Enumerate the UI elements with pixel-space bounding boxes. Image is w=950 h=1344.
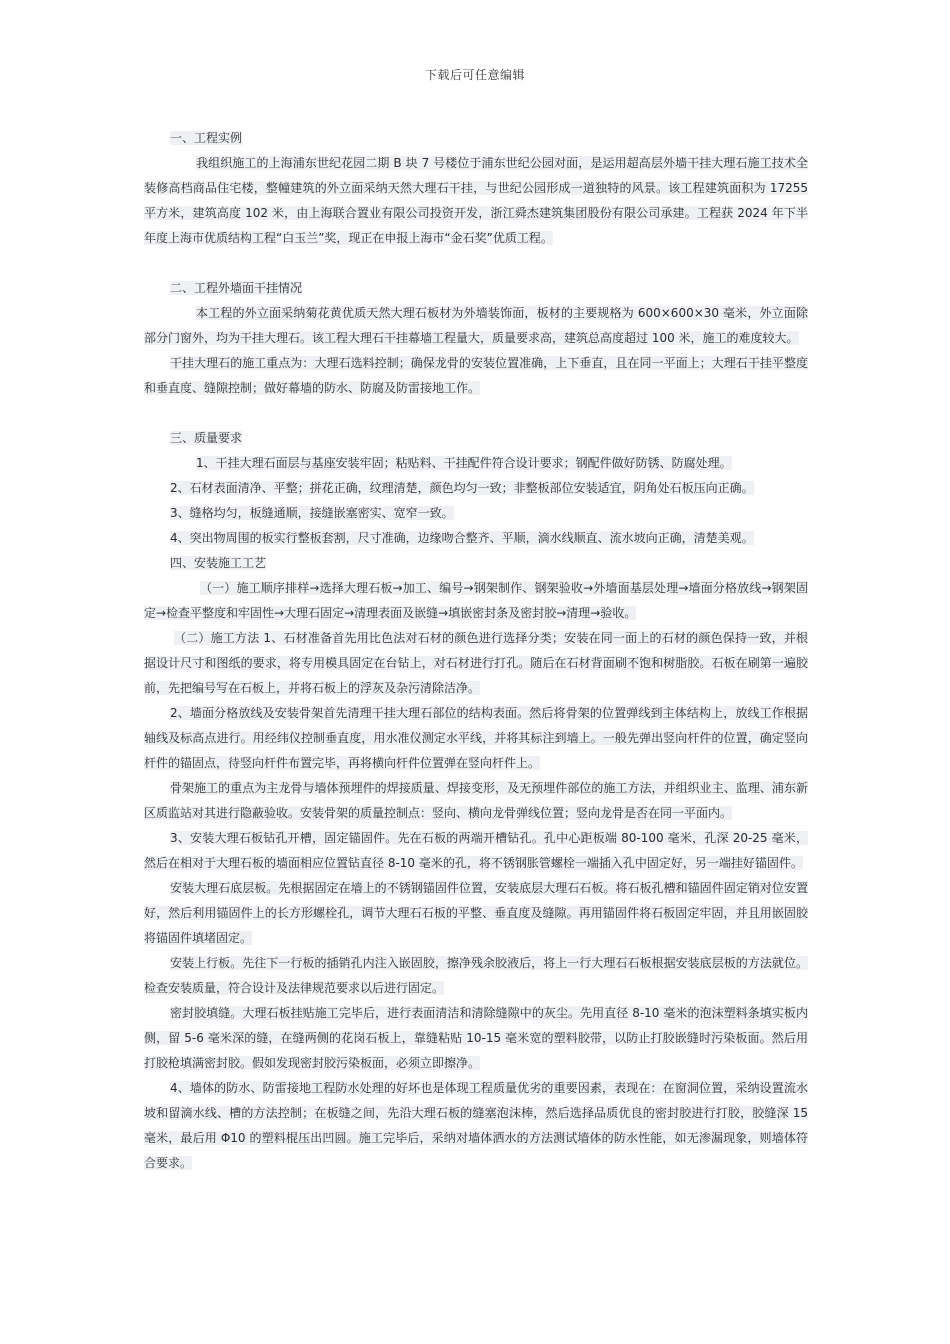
paragraph-construction-sequence: （一）施工顺序排样→选择大理石板→加工、编号→钢架制作、钢架验收→外墙面基层处理→墙面分格放线→钢架固定→检查平整度和牢固性→大理石固定→清理表面及嵌缝→填嵌密封条及密封胶→清理→验收。 <box>144 581 808 620</box>
quality-item-3: 3、缝格均匀，板缝通顺，接缝嵌塞密实、宽窄一致。 <box>170 506 454 520</box>
paragraph-construction-method-2: 2、墙面分格放线及安装骨架首先清理干挂大理石部位的结构表面。然后将骨架的位置弹线到主体结构上，放线工作根据轴线及标高点进行。用经纬仪控制垂直度，用水准仪测定水平线，并将其标注到墙上。一般先弹出竖向杆件的位置，确定竖向杆件的锚固点，待竖向杆件布置完毕，再将横向杆件位置弹在竖向杆件上。 <box>144 706 808 770</box>
paragraph-construction-focus: 干挂大理石的施工重点为：大理石选料控制；确保龙骨的安装位置准确，上下垂直，且在同一平面上；大理石干挂平整度和垂直度、缝隙控制；做好幕墙的防水、防腐及防雷接地工作。 <box>144 356 808 395</box>
quality-item-1: 1、干挂大理石面层与基座安装牢固；粘贴料、干挂配件符合设计要求；钢配件做好防锈、防腐处理。 <box>196 456 732 470</box>
quality-item-4: 4、突出物周围的板实行整板套割，尺寸准确，边缘吻合整齐、平顺，滴水线顺直、流水坡向正确，清楚美观。 <box>170 531 754 545</box>
page-header: 下载后可任意编辑 <box>424 68 525 82</box>
paragraph-construction-method-3: 3、安装大理石板钻孔开槽，固定锚固件。先在石板的两端开槽钻孔。孔中心距板端 80-100 毫米，孔深 20-25 毫米，然后在相对于大理石板的墙面相应位置钻直径 8-10 毫米的孔，将不锈钢胀管螺栓一端插入孔中固定好，另一端挂好锚固件。 <box>144 831 808 870</box>
quality-item-2: 2、石材表面清净、平整；拼花正确，纹理清楚，颜色均匀一致；非整板部位安装适宜，阴角处石板压向正确。 <box>170 481 754 495</box>
section-heading-1: 一、工程实例 <box>170 131 243 145</box>
paragraph-facade-overview: 本工程的外立面采纳菊花黄优质天然大理石板材为外墙装饰面，板材的主要规格为 600×600×30 毫米，外立面除部分门窗外，均为干挂大理石。该工程大理石干挂幕墙工程量大，质量要求高，建筑总高度超过 100 米，施工的难度较大。 <box>144 306 808 345</box>
paragraph-project-example: 我组织施工的上海浦东世纪花园二期 B 块 7 号楼位于浦东世纪公园对面，是运用超高层外墙干挂大理石施工技术全装修高档商品住宅楼，整幢建筑的外立面采纳天然大理石干挂，与世纪公园形成一道独特的风景。该工程建筑面积为 17255 平方米，建筑高度 102 米，由上海联合置业有限公司投资开发，浙江舜杰建筑集团股份有限公司承建。工程获 2024 年下半年度上海市优质结构工程“白玉兰”奖，现正在申报上海市“金石奖”优质工程。 <box>144 156 808 245</box>
section-heading-3: 三、质量要求 <box>170 431 243 445</box>
paragraph-bottom-panel: 安装大理石底层板。先根据固定在墙上的不锈钢锚固件位置，安装底层大理石石板。将石板孔槽和锚固件固定销对位安置好，然后利用锚固件上的长方形螺栓孔，调节大理石石板的平整、垂直度及缝隙。再用锚固件将石板固定牢固，并且用嵌固胶将锚固件填堵固定。 <box>144 881 808 945</box>
paragraph-frame-construction: 骨架施工的重点为主龙骨与墙体预埋件的焊接质量、焊接变形，及无预埋件部位的施工方法，并组织业主、监理、浦东新区质监站对其进行隐蔽验收。安装骨架的质量控制点：竖向、横向龙骨弹线位置；竖向龙骨是否在同一平面内。 <box>144 781 808 820</box>
paragraph-gap <box>144 401 808 426</box>
paragraph-upper-panel: 安装上行板。先往下一行板的插销孔内注入嵌固胶，擦净残余胶液后，将上一行大理石石板根据安装底层板的方法就位。检查安装质量，符合设计及法律规范要求以后进行固定。 <box>144 956 808 995</box>
paragraph-gap <box>144 251 808 276</box>
paragraph-construction-method-1: （二）施工方法 1、石材准备首先用比色法对石材的颜色进行选择分类；安装在同一面上的石材的颜色保持一致，并根据设计尺寸和图纸的要求，将专用模具固定在台钻上，对石材进行打孔。随后在石材背面刷不饱和树脂胶。石板在刷第一遍胶前，先把编号写在石板上，并将石板上的浮灰及杂污清除洁净。 <box>144 631 808 695</box>
section-heading-2: 二、工程外墙面干挂情况 <box>170 281 303 295</box>
document-body <box>144 126 808 1176</box>
paragraph-sealant: 密封胶填缝。大理石板挂贴施工完毕后，进行表面清洁和清除缝隙中的灰尘。先用直径 8-10 毫米的泡沫塑料条填实板内侧，留 5-6 毫米深的缝，在缝两侧的花岗石板上，靠缝粘贴 10-15 毫米宽的塑料胶带，以防止打胶嵌缝时污染板面。然后用打胶枪填满密封胶。假如发现密封胶污染板面，必须立即擦净。 <box>144 1006 808 1070</box>
paragraph-construction-method-4: 4、墙体的防水、防雷接地工程防水处理的好坏也是体现工程质量优劣的重要因素，表现在：在窗洞位置，采纳设置流水坡和留滴水线、槽的方法控制；在板缝之间，先沿大理石板的缝塞泡沫棒，然后选择品质优良的密封胶进行打胶，胶缝深 15 毫米，最后用 Φ10 的塑料棍压出凹圆。施工完毕后，采纳对墙体洒水的方法测试墙体的防水性能，如无渗漏现象，则墙体符合要求。 <box>144 1081 808 1170</box>
section-heading-4: 四、安装施工工艺 <box>170 556 267 570</box>
